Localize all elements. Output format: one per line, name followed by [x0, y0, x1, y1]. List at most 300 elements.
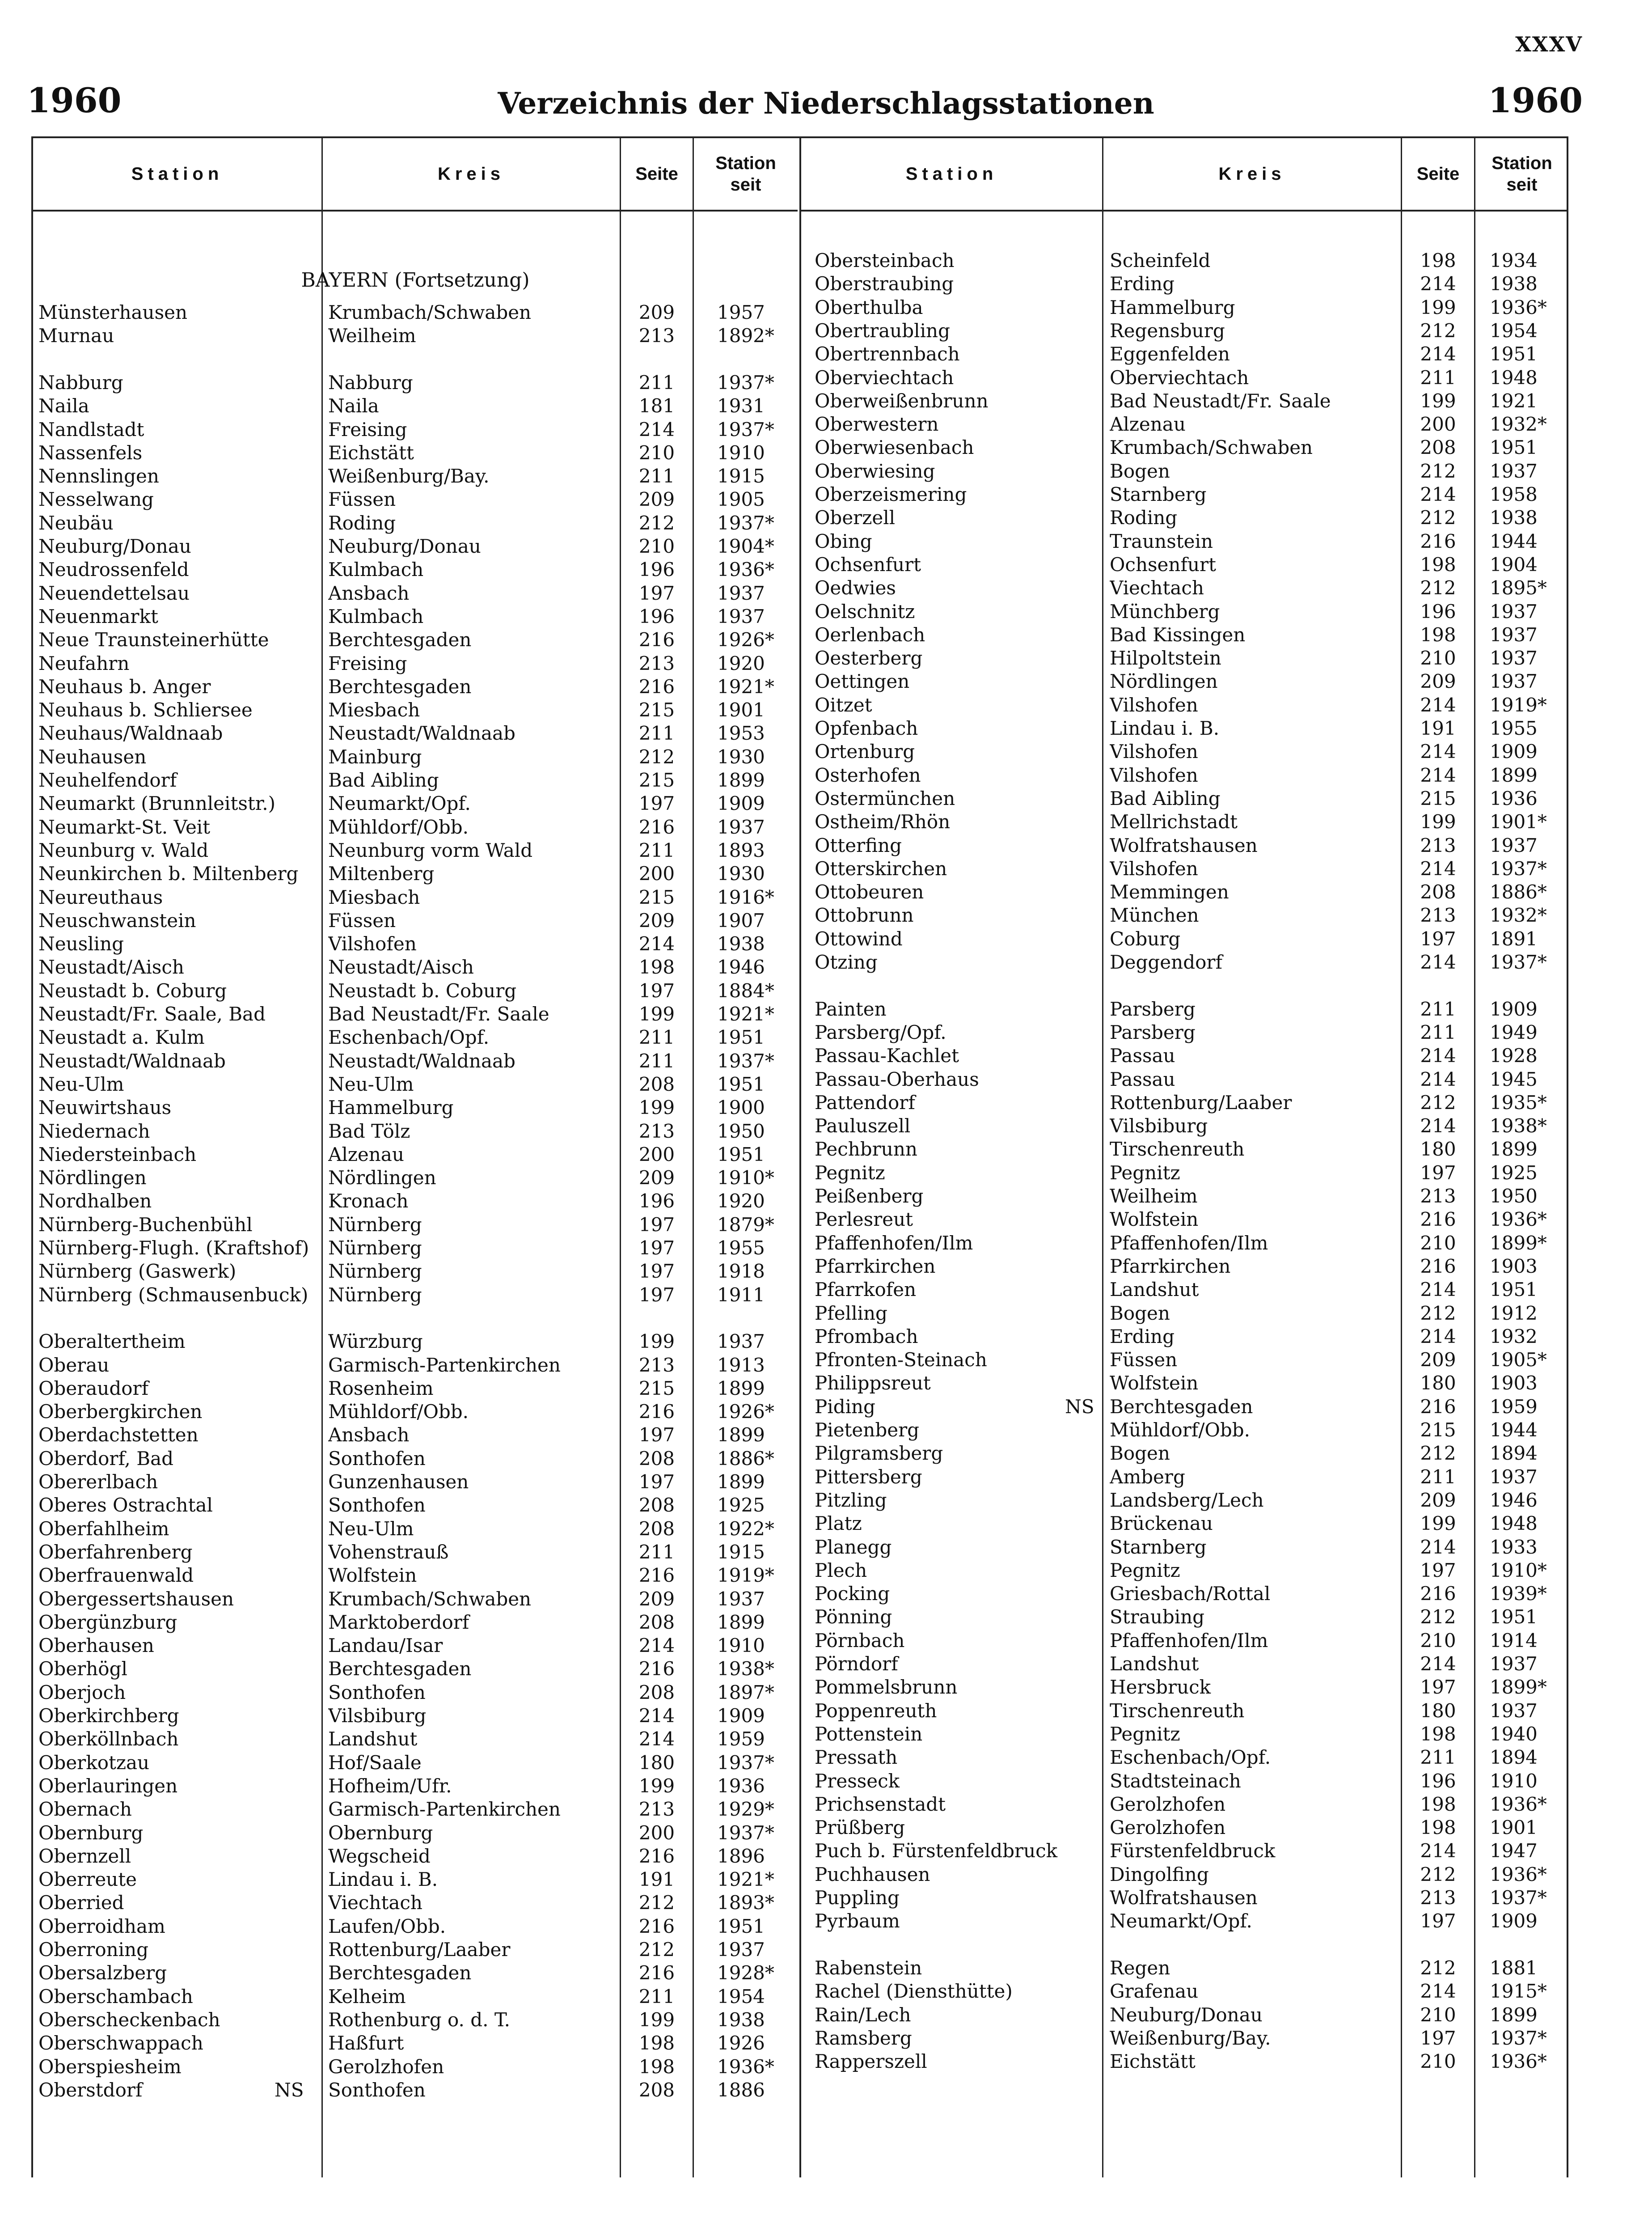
kreis: Neustadt/Waldnaab: [328, 722, 515, 745]
station-seit: 1895*: [1490, 577, 1547, 599]
station-name: Obernzell: [38, 1845, 131, 1867]
station-seit: 1938: [717, 933, 765, 955]
kreis: Mühldorf/Obb.: [328, 816, 469, 838]
station-seit: 1910: [717, 1635, 765, 1657]
station-name: Neudrossenfeld: [38, 559, 189, 581]
station-seit: 1936*: [717, 2055, 774, 2078]
table-row: [33, 1143, 798, 1166]
kreis: Deggendorf: [1110, 951, 1222, 973]
table-row: [33, 1961, 798, 1985]
station-name: Oedwies: [815, 577, 896, 599]
seite: 198: [638, 2055, 675, 2078]
kreis: Nürnberg: [328, 1260, 422, 1283]
seite: 212: [1420, 577, 1456, 599]
station-name: Oerlenbach: [815, 623, 925, 646]
station-name: Neustadt/Fr. Saale, Bad: [38, 1003, 266, 1025]
station-name: Obersteinbach: [815, 250, 955, 271]
table-row: [33, 301, 798, 324]
table-row: [801, 1489, 1568, 1512]
kreis: Ansbach: [328, 582, 410, 604]
station-seit: 1886: [717, 2079, 765, 2101]
station-seit: 1920: [717, 652, 765, 674]
table-row: [33, 1166, 798, 1190]
station-name: Nennslingen: [38, 465, 159, 487]
seite: 209: [638, 909, 675, 932]
header-seit-line1: Station: [1491, 153, 1552, 173]
station-seit: 1951: [717, 1915, 765, 1937]
station-seit: 1910*: [717, 1167, 774, 1189]
seite: 214: [1420, 694, 1456, 716]
kreis: Garmisch-Partenkirchen: [328, 1798, 561, 1821]
station-name: Parsberg/Opf.: [815, 1021, 946, 1043]
seite: 214: [1420, 1279, 1456, 1301]
kreis: Bogen: [1110, 460, 1170, 482]
table-row: [801, 390, 1568, 413]
table-row: [801, 576, 1568, 600]
station-seit: 1905: [717, 488, 765, 511]
station-seit: 1912: [1490, 1302, 1538, 1324]
table-row: [801, 1278, 1568, 1301]
station-name: Obernach: [38, 1798, 132, 1821]
kreis: Neu-Ulm: [328, 1073, 414, 1095]
kreis: Eichstätt: [1110, 2050, 1196, 2073]
station-name: Oberreute: [38, 1868, 137, 1891]
station-name: Ottowind: [815, 927, 903, 950]
seite: 209: [638, 488, 675, 511]
seite: 197: [638, 582, 675, 604]
station-name: Ostheim/Rhön: [815, 811, 951, 833]
table-row: [801, 1699, 1568, 1723]
station-seit: 1909: [1490, 741, 1538, 763]
seite: 197: [1420, 1676, 1456, 1698]
station-seit: 1950: [1490, 1185, 1538, 1207]
seite: 214: [638, 1705, 675, 1727]
seite: 196: [1420, 600, 1456, 623]
kreis: Würzburg: [328, 1330, 423, 1353]
station-seit: 1907: [717, 909, 765, 932]
kreis: Berchtesgaden: [1110, 1395, 1253, 1418]
kreis: Weilheim: [1110, 1185, 1198, 1207]
table-row: [33, 1891, 798, 1914]
seite: 216: [638, 1962, 675, 1984]
station-name: Oesterberg: [815, 647, 923, 669]
table-row: [33, 1821, 798, 1845]
seite: 198: [1420, 1723, 1456, 1745]
station-seit: 1939*: [1490, 1583, 1547, 1605]
seite: 211: [638, 465, 675, 487]
seite: 214: [1420, 1536, 1456, 1558]
station-name: Oberroning: [38, 1939, 149, 1961]
station-name: Oberthulba: [815, 296, 923, 318]
station-name: Oberzeismering: [815, 483, 967, 505]
kreis: Weißenburg/Bay.: [1110, 2027, 1271, 2049]
station-seit: 1937: [1490, 647, 1538, 669]
station-seit: 1922*: [717, 1517, 774, 1540]
station-seit: 1919*: [1490, 694, 1547, 716]
kreis: Füssen: [1110, 1349, 1178, 1371]
kreis: Laufen/Obb.: [328, 1915, 446, 1937]
kreis: Nördlingen: [328, 1167, 436, 1189]
seite: 212: [638, 512, 675, 534]
kreis: Sonthofen: [328, 2079, 426, 2101]
kreis: Erding: [1110, 273, 1175, 295]
station-name: Oberaudorf: [38, 1377, 149, 1399]
seite: 197: [1420, 1559, 1456, 1581]
station-name: Nürnberg-Buchenbühl: [38, 1213, 253, 1236]
table-row: [33, 371, 798, 394]
header-kreis: Kreis: [1218, 164, 1286, 184]
table-row: [33, 1213, 798, 1237]
table-row: [33, 1120, 798, 1143]
table-row: [801, 670, 1568, 693]
kreis: Hof/Saale: [328, 1751, 422, 1774]
header-seit-line2: seit: [1506, 175, 1538, 195]
table-row: [33, 1798, 798, 1821]
seite: 208: [638, 2079, 675, 2101]
kreis: Krumbach/Schwaben: [328, 301, 532, 323]
table-row: [33, 418, 798, 441]
kreis: Miesbach: [328, 699, 420, 721]
table-row: [801, 764, 1568, 787]
station-name: Oberweißenbrunn: [815, 390, 989, 412]
station-seit: 1899: [717, 769, 765, 791]
kreis: Bad Aibling: [328, 769, 439, 791]
kreis: Landshut: [1110, 1279, 1199, 1301]
station-seit: 1936*: [1490, 1208, 1547, 1231]
seite: 198: [1420, 250, 1456, 271]
kreis: Gerolzhofen: [1110, 1793, 1226, 1815]
kreis: Wolfratshausen: [1110, 834, 1258, 856]
table-row: [33, 394, 798, 418]
table-row: [801, 1863, 1568, 1886]
kreis: Pfaffenhofen/Ilm: [1110, 1232, 1268, 1254]
station-name: Obertrennbach: [815, 343, 960, 365]
kreis: Neumarkt/Opf.: [328, 792, 471, 815]
seite: 211: [638, 1026, 675, 1049]
kreis: Vilshofen: [328, 933, 417, 955]
station-name: Oberzell: [815, 507, 896, 529]
station-name: Philippsreut: [815, 1372, 931, 1394]
station-name: Oberlauringen: [38, 1774, 178, 1797]
seite: 214: [638, 1728, 675, 1750]
table-row: [33, 816, 798, 839]
table-row: [33, 1938, 798, 1961]
seite: 213: [638, 1798, 675, 1821]
seite: 191: [638, 1868, 675, 1891]
seite: 216: [1420, 530, 1456, 552]
kreis: Berchtesgaden: [328, 1962, 472, 1984]
kreis: Berchtesgaden: [328, 1658, 472, 1680]
station-seit: 1940: [1490, 1723, 1538, 1745]
kreis: Hofheim/Ufr.: [328, 1774, 452, 1797]
station-name: Oettingen: [815, 670, 910, 693]
station-seit: 1938: [717, 2008, 765, 2031]
station-seit: 1897*: [717, 1681, 774, 1703]
station-seit: 1911: [717, 1283, 765, 1306]
station-seit: 1947: [1490, 1840, 1538, 1862]
table-row: [33, 535, 798, 558]
header-seite: Seite: [635, 164, 678, 184]
station-name: Passau-Oberhaus: [815, 1068, 979, 1090]
seite: 199: [1420, 1512, 1456, 1535]
station-seit: 1928*: [717, 1962, 774, 1984]
station-name: Pfronten-Steinach: [815, 1349, 987, 1371]
table-row: [33, 1517, 798, 1541]
kreis: Roding: [1110, 507, 1178, 529]
kreis: Marktoberdorf: [328, 1611, 469, 1633]
table-row: [33, 1073, 798, 1096]
station-seit: 1921*: [717, 1868, 774, 1891]
kreis: Berchtesgaden: [328, 675, 472, 698]
station-seit: 1948: [1490, 366, 1538, 389]
table-header: [33, 138, 798, 212]
kreis: Naila: [328, 395, 379, 417]
station-seit: 1958: [1490, 483, 1538, 505]
seite: 216: [638, 1915, 675, 1937]
kreis: Krumbach/Schwaben: [328, 1588, 532, 1610]
station-seit: 1899: [717, 1424, 765, 1446]
station-name: Neuendettelsau: [38, 582, 190, 604]
table-row: [801, 436, 1568, 459]
kreis: Lindau i. B.: [328, 1868, 438, 1891]
seite: 208: [1420, 881, 1456, 903]
station-name: Neuhaus b. Anger: [38, 675, 211, 698]
table-row: [801, 2050, 1568, 2073]
kreis: Weißenburg/Bay.: [328, 465, 490, 487]
seite: 214: [1420, 1653, 1456, 1675]
kreis: Hammelburg: [328, 1097, 454, 1119]
table-row: [801, 1536, 1568, 1559]
station-name: Oitzet: [815, 694, 872, 716]
station-seit: 1921*: [717, 1003, 774, 1025]
table-row: [801, 857, 1568, 881]
station-seit: 1937: [717, 1330, 765, 1353]
kreis: Haßfurt: [328, 2032, 404, 2054]
station-seit: 1955: [1490, 717, 1538, 739]
kreis: Landau/Isar: [328, 1635, 443, 1657]
station-name: Osterhofen: [815, 764, 921, 786]
seite: 198: [1420, 1817, 1456, 1839]
station-name: Neuwirtshaus: [38, 1097, 172, 1119]
seite: 197: [638, 1424, 675, 1446]
table-row: [33, 886, 798, 909]
seite: 198: [1420, 623, 1456, 646]
kreis: Neunburg vorm Wald: [328, 839, 533, 861]
table-row: [801, 1348, 1568, 1372]
station-name: Oberscheckenbach: [38, 2008, 220, 2031]
station-name: Oberjoch: [38, 1681, 126, 1703]
station-seit: 1945: [1490, 1068, 1538, 1090]
station-name: Otterfing: [815, 834, 902, 856]
station-seit: 1937*: [717, 418, 774, 440]
station-name: Murnau: [38, 325, 114, 347]
station-name: Neumarkt-St. Veit: [38, 816, 211, 838]
station-seit: 1937: [717, 605, 765, 627]
kreis: Vilshofen: [1110, 857, 1198, 880]
station-name: Pilgramsberg: [815, 1442, 943, 1465]
station-name: Niedernach: [38, 1120, 150, 1142]
station-name: Oberstdorf: [38, 2079, 143, 2101]
kreis: Nürnberg: [328, 1283, 422, 1306]
table-row: [33, 722, 798, 745]
table-row: [33, 839, 798, 862]
kreis: Hersbruck: [1110, 1676, 1211, 1698]
table-row: [801, 1395, 1568, 1419]
table-row: [33, 1728, 798, 1751]
seite: 214: [1420, 483, 1456, 505]
seite: 216: [638, 816, 675, 838]
table-row: [33, 628, 798, 652]
page-title: Verzeichnis der Niederschlagsstationen: [498, 86, 1154, 121]
station-name: Neubäu: [38, 512, 114, 534]
station-seit: 1951: [1490, 1606, 1538, 1628]
seite: 197: [638, 1260, 675, 1283]
table-row: [33, 2008, 798, 2032]
station-seit: 1915: [717, 1541, 765, 1563]
seite: 209: [638, 301, 675, 323]
seite: 214: [1420, 343, 1456, 365]
station-seit: 1937: [717, 816, 765, 838]
page-number: XXXV: [1515, 32, 1583, 56]
station-name: Piding: [815, 1395, 875, 1418]
seite: 180: [638, 1751, 675, 1774]
station-name: Oberhögl: [38, 1658, 127, 1680]
seite: 214: [1420, 1980, 1456, 2003]
kreis: Parsberg: [1110, 998, 1196, 1020]
table-row: [801, 1559, 1568, 1582]
seite: 211: [638, 1050, 675, 1072]
station-seit: 1904: [1490, 553, 1538, 576]
table-row: [801, 1138, 1568, 1161]
station-seit: 1951: [717, 1026, 765, 1049]
kreis: Oberviechtach: [1110, 366, 1249, 389]
station-name: Oberwestern: [815, 413, 939, 436]
station-name: Oberfahlheim: [38, 1517, 169, 1540]
seite: 212: [638, 1939, 675, 1961]
station-name: Neustadt a. Kulm: [38, 1026, 205, 1049]
station-seit: 1937: [717, 582, 765, 604]
seite: 211: [1420, 998, 1456, 1020]
station-name: Presseck: [815, 1770, 900, 1792]
station-seit: 1937: [1490, 1465, 1538, 1488]
station-name: Pommelsbrunn: [815, 1676, 958, 1698]
table-row: [801, 2027, 1568, 2050]
kreis: Tirschenreuth: [1110, 1138, 1245, 1160]
kreis: Rothenburg o. d. T.: [328, 2008, 511, 2031]
station-name: Niedersteinbach: [38, 1143, 197, 1165]
kreis: Vilshofen: [1110, 741, 1198, 763]
table-row: [801, 1582, 1568, 1605]
seite: 214: [1420, 1045, 1456, 1067]
station-name: Pressath: [815, 1746, 898, 1769]
station-seit: 1955: [717, 1237, 765, 1259]
station-name: Neustadt/Waldnaab: [38, 1050, 226, 1072]
station-seit: 1915: [717, 465, 765, 487]
seite: 213: [1420, 1185, 1456, 1207]
station-seit: 1936*: [717, 559, 774, 581]
station-name: Neuschwanstein: [38, 909, 196, 932]
station-name: Oberkirchberg: [38, 1705, 179, 1727]
station-seit: 1937: [1490, 670, 1538, 693]
kreis: Pegnitz: [1110, 1161, 1180, 1184]
seite: 216: [1420, 1208, 1456, 1231]
kreis: Sonthofen: [328, 1494, 426, 1516]
kreis: Dingolfing: [1110, 1863, 1209, 1885]
station-seit: 1886*: [717, 1447, 774, 1469]
kreis: Gerolzhofen: [328, 2055, 444, 2078]
station-name: Oberaltertheim: [38, 1330, 186, 1353]
seite: 210: [1420, 647, 1456, 669]
seite: 210: [1420, 1232, 1456, 1254]
table-row: [33, 1470, 798, 1494]
kreis: Sonthofen: [328, 1447, 426, 1469]
station-seit: 1938: [1490, 273, 1538, 295]
seite: 199: [1420, 296, 1456, 318]
kreis: Regen: [1110, 1956, 1170, 1979]
station-name: Ottobeuren: [815, 881, 924, 903]
station-name: Ottobrunn: [815, 904, 914, 927]
station-name: Prüßberg: [815, 1817, 905, 1839]
seite: 198: [638, 956, 675, 978]
table-row: [33, 2032, 798, 2055]
table-row: [33, 1588, 798, 1611]
seite: 180: [1420, 1138, 1456, 1160]
station-seit: 1928: [1490, 1045, 1538, 1067]
kreis: Münchberg: [1110, 600, 1220, 623]
table-row: [801, 694, 1568, 717]
table-row: [801, 1044, 1568, 1067]
table-row: [801, 1512, 1568, 1535]
station-seit: 1913: [717, 1354, 765, 1376]
station-seit: 1901*: [1490, 811, 1547, 833]
station-name: Oberes Ostrachtal: [38, 1494, 213, 1516]
station-name: Oberbergkirchen: [38, 1401, 203, 1423]
kreis: Wolfstein: [1110, 1372, 1199, 1394]
kreis: Fürstenfeldbruck: [1110, 1840, 1276, 1862]
table-row: [33, 1774, 798, 1798]
kreis: Bogen: [1110, 1302, 1170, 1324]
seite: 197: [1420, 1161, 1456, 1184]
station-seit: 1926*: [717, 629, 774, 651]
station-name: Nördlingen: [38, 1167, 147, 1189]
seite: 214: [1420, 741, 1456, 763]
table-row: [801, 296, 1568, 319]
kreis: Nürnberg: [328, 1213, 422, 1236]
station-seit: 1937: [1490, 1653, 1538, 1675]
seite: 213: [1420, 834, 1456, 856]
station-name: Oberkotzau: [38, 1751, 150, 1774]
table-row: [801, 1676, 1568, 1699]
station-name: Obertraubling: [815, 319, 950, 342]
station-name: Nürnberg (Schmausenbuck): [38, 1283, 308, 1306]
station-seit: 1909: [717, 792, 765, 815]
kreis: Nabburg: [328, 371, 413, 394]
table-row: [801, 1793, 1568, 1816]
kreis: Eschenbach/Opf.: [1110, 1746, 1271, 1769]
station-name: Obing: [815, 530, 872, 552]
station-name: Oelschnitz: [815, 600, 915, 623]
table-row: [801, 1770, 1568, 1793]
kreis: Viechtach: [1110, 577, 1204, 599]
station-name: Obersalzberg: [38, 1962, 167, 1984]
seite: 209: [1420, 1489, 1456, 1511]
seite: 212: [1420, 507, 1456, 529]
kreis: Weilheim: [328, 325, 416, 347]
station-name: Peißenberg: [815, 1185, 924, 1207]
seite: 199: [1420, 390, 1456, 412]
table-row: [33, 1611, 798, 1634]
station-name: Oberroidham: [38, 1915, 165, 1937]
